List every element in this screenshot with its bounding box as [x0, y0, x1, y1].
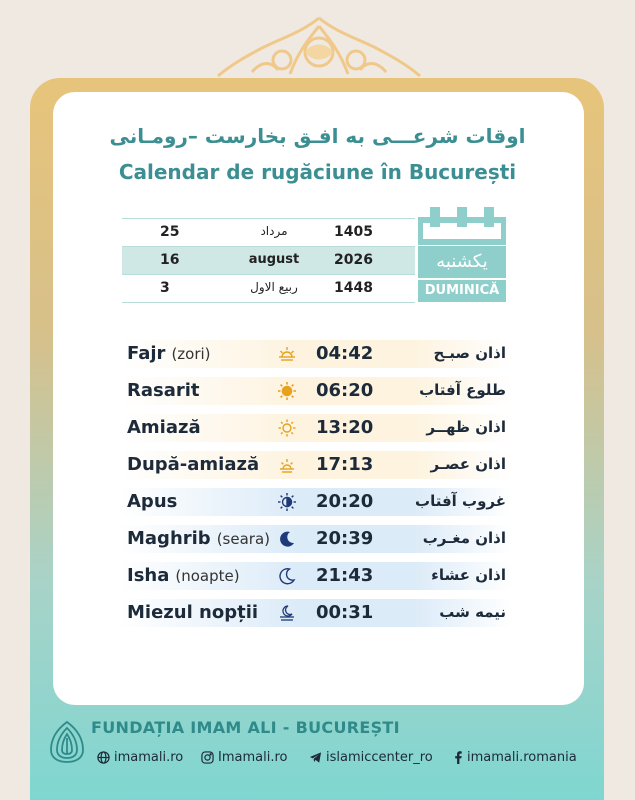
prayer-name-persian: اذان عشاء — [431, 566, 506, 584]
prayer-row-dupa-amiaza — [120, 451, 512, 479]
prayer-name: Rasarit — [127, 380, 200, 401]
link-telegram[interactable] — [309, 750, 433, 765]
prayer-name-persian: اذان ظهــر — [426, 418, 506, 436]
prayer-time: 13:20 — [316, 417, 374, 438]
date-row-lunar — [122, 275, 415, 303]
prayer-times-list — [120, 340, 512, 636]
prayer-time: 17:13 — [316, 454, 374, 475]
date-year: 1448 — [334, 280, 373, 296]
facebook-icon — [453, 751, 463, 764]
sunset-icon — [277, 492, 297, 512]
date-row-solar — [122, 219, 415, 247]
prayer-row-rasarit — [120, 377, 512, 405]
date-year: 1405 — [334, 224, 373, 240]
sun-icon — [277, 381, 297, 401]
link-facebook[interactable] — [453, 750, 577, 765]
prayer-name: Miezul nopții — [127, 602, 259, 623]
prayer-time: 21:43 — [316, 565, 374, 586]
globe-icon — [97, 751, 110, 764]
prayer-time: 20:20 — [316, 491, 374, 512]
prayer-row-maghrib — [120, 525, 512, 553]
date-day: 25 — [160, 224, 180, 240]
prayer-row-fajr — [120, 340, 512, 368]
prayer-row-isha — [120, 562, 512, 590]
prayer-name: Amiază — [127, 417, 201, 438]
sun-low-icon — [277, 455, 297, 475]
prayer-name-persian: اذان صبـح — [433, 344, 506, 362]
telegram-icon — [309, 751, 322, 764]
weekday-persian: یکشنبه — [418, 246, 506, 278]
date-row-gregorian — [122, 247, 415, 275]
date-table — [122, 218, 415, 303]
prayer-row-apus — [120, 488, 512, 516]
weekday-romanian: DUMINICĂ — [418, 280, 506, 302]
date-month: august — [248, 252, 300, 267]
date-month: مرداد — [260, 224, 288, 238]
link-label: Imamali.ro — [218, 750, 288, 765]
prayer-name-persian: اذان عصـر — [430, 455, 506, 473]
date-month: ربیع الاول — [250, 280, 298, 294]
prayer-time: 00:31 — [316, 602, 374, 623]
prayer-name: Isha (noapte) — [127, 565, 240, 586]
title-romanian: Calendar de rugăciune în București — [118, 160, 517, 184]
instagram-icon — [201, 751, 214, 764]
prayer-time: 20:39 — [316, 528, 374, 549]
prayer-note: (noapte) — [175, 567, 240, 585]
foundation-logo-icon — [48, 720, 86, 764]
prayer-name: Fajr (zori) — [127, 343, 211, 364]
prayer-name: Maghrib (seara) — [127, 528, 271, 549]
decorative-ornament — [212, 12, 426, 82]
link-label: imamali.ro — [114, 750, 184, 765]
link-instagram[interactable] — [201, 750, 287, 765]
prayer-name-persian: غروب آفتاب — [415, 492, 506, 510]
prayer-name-persian: اذان مغـرب — [422, 529, 506, 547]
prayer-note: (seara) — [216, 530, 271, 548]
link-website[interactable] — [97, 750, 183, 765]
sunrise-icon — [277, 344, 297, 364]
link-label: islamiccenter_ro — [326, 750, 433, 765]
crescent-icon — [277, 566, 297, 586]
link-label: imamali.romania — [467, 750, 577, 765]
prayer-name-persian: طلوع آفتاب — [419, 381, 506, 399]
prayer-name: După-amiază — [127, 454, 260, 475]
sun-outline-icon — [277, 418, 297, 438]
prayer-name-persian: نیمه شب — [439, 603, 506, 621]
foundation-name: FUNDAȚIA IMAM ALI - BUCUREȘTI — [91, 718, 400, 737]
moon-icon — [277, 529, 297, 549]
title-persian: اوقات شرعـــی به افـق بخارست –رومـانی — [109, 124, 526, 148]
midnight-icon — [277, 603, 297, 623]
date-day: 3 — [160, 280, 170, 296]
date-year: 2026 — [334, 252, 373, 268]
prayer-note: (zori) — [171, 345, 211, 363]
prayer-name: Apus — [127, 491, 178, 512]
prayer-time: 06:20 — [316, 380, 374, 401]
date-day: 16 — [160, 252, 180, 268]
prayer-row-amiaza — [120, 414, 512, 442]
social-links — [97, 750, 597, 772]
prayer-time: 04:42 — [316, 343, 374, 364]
prayer-row-miezul-noptii — [120, 599, 512, 627]
